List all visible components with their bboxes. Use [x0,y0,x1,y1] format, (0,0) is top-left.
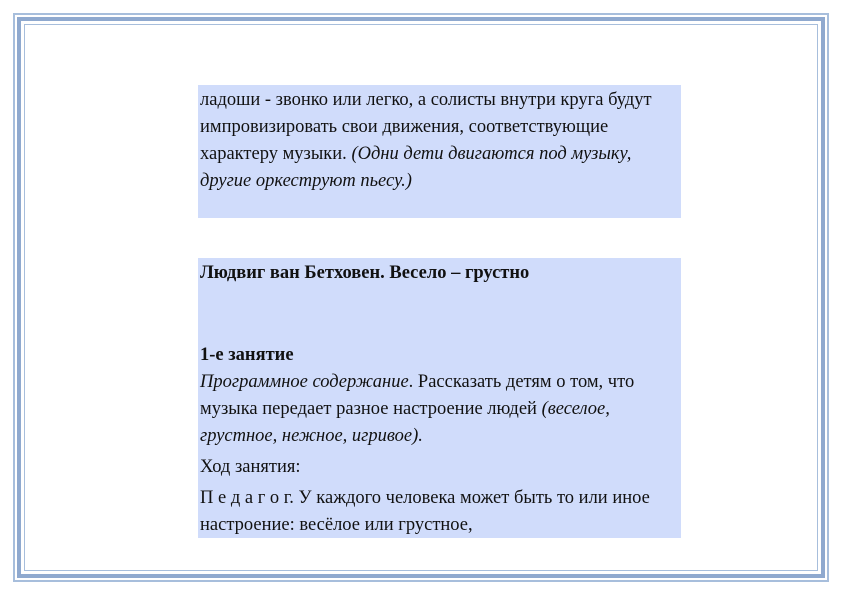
teacher-text: У каждого человека может быть то или иное настроение: весёлое или грустное, [200,488,650,535]
instruction-note: (Одни дети двигаются под музыку, другие оркеструют пьесу.) [200,144,632,191]
paragraph-dancing-instructions [200,87,679,195]
text-block-continuation [198,85,681,218]
program-content-moods: (веселое, грустное, нежное, игривое). [200,399,610,446]
text-block-lesson [198,258,681,538]
lesson-course-label: Ход занятия: [200,457,301,477]
teacher-label: П е д а г о г. [200,488,294,508]
program-content-paragraph [200,369,679,450]
instruction-text: ладоши - звонко или легко, а солисты внутри круга будут импровизировать свои движения, соответствующие характеру музыки. [200,90,652,164]
teacher-paragraph [200,485,679,539]
program-content-text: . Рассказать детям о том, что музыка передает разное настроение людей [200,372,635,419]
section-heading: Людвиг ван Бетховен. Весело – грустно [200,263,530,283]
lesson-title: 1-е занятие [200,345,294,365]
program-content-label: Программное содержание [200,372,409,392]
